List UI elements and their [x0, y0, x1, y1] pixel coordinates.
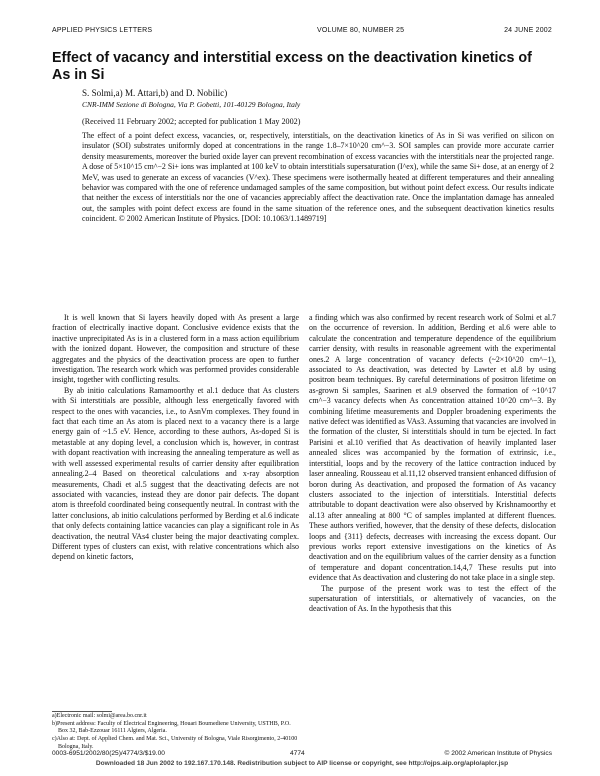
footnotes — [52, 713, 299, 752]
author-list: S. Solmi,a) M. Attari,b) and D. Nobilic) — [82, 88, 228, 98]
body-paragraph: By ab initio calculations Ramamoorthy et al.1 deduce that As clusters with Si interstitials are possible, although less energetically favored with respect to the ones with vacancies, i.e., to AsnVm complexes. They found in fact that each time an As atom is placed next to a vacancy there is a large energy gain of ~1.5 eV. Hence, according to these authors, As-doped Si is metastable at any doping level, a conclusion which is, however, in contrast with dopant reactivation with increasing the annealing temperature as well as with well assessed experimental results of carrier density after equilibration annealing.2–4 Based on theoretical calculations and x-ray absorption measurements, Chadi et al.5 suggest that the deactivating defects are not associated with vacancies, instead they are donor pair defects. The dopant atom is threefold coordinated being consequently neutral. In contrast with the latter conclusions, ab initio calculations performed by Berding et al.6 indicate that only defects containing lattice vacancies can play a significant role in As deactivation, the neutral VAs4 cluster being the major deactivating complex. Different types of clusters can exist, with relative concentrations which also depend on kinetic factors, — [52, 385, 299, 562]
page-footer — [52, 750, 552, 759]
abstract: The effect of a point defect excess, vacancies, or, respectively, interstitials, on the deactivation kinetics of As in Si was verified on silicon on insulator (SOI) substrates uniformly doped at concentrations in the range 1.8–7×10^20 cm^−3. SOI samples can provide more accurate carrier density measurements, moreover the buried oxide layer can prevent recombination of excess vacancies with the interstitials near the projected range. A dose of 5×10^15 cm^−2 Si+ ions was implanted at 100 keV to obtain interstitials supersaturation (I^ex), while the same Si+ dose, at an energy of 2 MeV, was used to generate an excess of vacancies (V^ex). These specimens were isothermally heated at different temperatures and their annealing behavior was compared with the one of reference undamaged samples of the same composition, but without point defect excess. Our results indicate that neither the excess of interstitials nor the one of vacancies appreciably affect the deactivation rate. Once the implantation damage has annealed out, the samples with point defect excess are found in the same situation of the reference ones, and the subsequent deactivation kinetics results coincident. © 2002 American Institute of Physics. [DOI: 10.1063/1.1489719] — [82, 131, 554, 224]
body-paragraph: It is well known that Si layers heavily doped with As present a large fraction of electrically inactive dopant. Conclusive evidence exists that the inactive unprecipitated As is in a clustered form in a mass action equilibrium with the ionized dopant. However, the composition and structure of these aggregates and the physics of the deactivation process are open to further investigation. The research work which was performed provides considerable insight, together with conflicting results. — [52, 313, 299, 385]
journal-name: APPLIED PHYSICS LETTERS — [52, 27, 153, 34]
download-notice: Downloaded 18 Jun 2002 to 192.167.170.148. Redistribution subject to AIP license or copyright, see http://ojps.aip.org/aplo/aplcr.jsp — [95, 760, 509, 767]
footnote-email: a)Electronic mail: solmi@area.bo.cnr.it — [52, 713, 147, 719]
body-column-left — [52, 313, 299, 563]
page-number: 4774 — [290, 750, 305, 757]
received-dates: (Received 11 February 2002; accepted for publication 1 May 2002) — [82, 117, 301, 126]
footnote-rule — [52, 711, 112, 712]
body-paragraph: The purpose of the present work was to test the effect of the supersaturation of interstitials, or alternatively of vacancies, on the deactivation of As. In the hypothesis that this — [309, 583, 556, 614]
footnote-present-address: b)Present address: Faculty of Electrical Engineering, Houari Boumediene University, USTHB, P.O. Box 32, Bab-Ezzouar 16111 Algiers, Algeria. — [52, 720, 291, 735]
volume-number: VOLUME 80, NUMBER 25 — [317, 27, 405, 34]
body-paragraph: a finding which was also confirmed by recent research work of Solmi et al.7 on the occurrence of reversion. In addition, Berding et al.6 were able to calculate the concentration and temperature dependence of the equilibrium carrier density, with results in reasonable agreement with the experimental ones.2 A large concentration of vacancy defects (~2×10^20 cm^−1), associated to As deactivation, was detected by Lawter et al.8 by using positron beam techniques. By careful determinations of positron lifetime on as-grown Si samples, Saarinen et al.9 observed the formation of ~10^17 cm^−3 vacancy defects when As concentration attained 10^20 cm^−3. By combining lifetime measurements and Doppler broadening experiments the native defect was identified as VAs3. Assuming that vacancies are involved in the formation of the cluster, Si interstitials should in turn be ejected. In fact Parisini et al.10 verified that As deactivation of heavily implanted laser annealed slices was accompanied by the formation of extrinsic, i.e., interstitial, loops and by the recovery of the lattice contraction induced by laser annealing. Rousseau et al.11,12 observed transient enhanced diffusion of boron during As deactivation, and proposed the formation of As vacancy clusters associated to the injection of interstitials. Interstitial defects attributable to dopant deactivation were also observed by Krishnamoorthy et al.13 after annealing at 800 °C of samples implanted at different fluences. These authors verified, however, that the density of these defects, dislocation loops and {311} defects, decreases with increasing the excess dopant. Our previous works report extensive investigations on the kinetics of As deactivation and on the equilibrium values of the carrier density as a function of temperature and dopant concentration.14,4,7 These results put into evidence that As deactivation and clustering do not take place in a single step. — [309, 313, 556, 583]
body-column-right — [309, 313, 556, 615]
affiliation: CNR-IMM Sezione di Bologna, Via P. Gobetti, 101-40129 Bologna, Italy — [82, 100, 301, 109]
article-title: Effect of vacancy and interstitial excess on the deactivation kinetics of As in Si — [52, 50, 532, 83]
issue-date: 24 JUNE 2002 — [504, 27, 552, 34]
copyright-code: 0003-6951/2002/80(25)/4774/3/$19.00 — [52, 750, 165, 757]
copyright-notice: © 2002 American Institute of Physics — [444, 750, 552, 757]
footnote-also-at: c)Also at: Dept. of Applied Chem. and Mat. Sci., University of Bologna, Viale Risorgimento, 2-40100 Bologna, Italy. — [52, 736, 298, 750]
running-header — [52, 27, 552, 39]
